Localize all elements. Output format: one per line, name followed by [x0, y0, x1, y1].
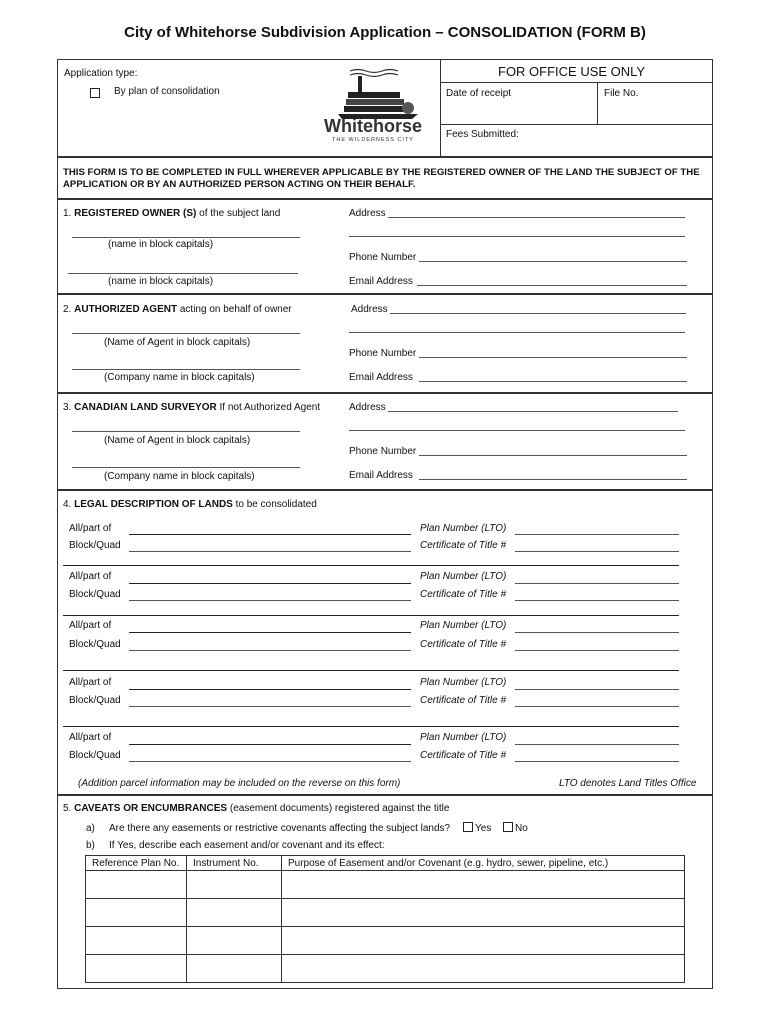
parcel-plan-field[interactable]	[515, 689, 679, 690]
parcel-plan-field[interactable]	[515, 744, 679, 745]
parcel-certificate-field[interactable]	[515, 706, 679, 707]
parcel-certificate-field[interactable]	[515, 600, 679, 601]
yes-checkbox[interactable]	[463, 822, 473, 832]
parcel-plan-label: Plan Number (LTO)	[420, 523, 507, 534]
table-cell[interactable]	[86, 927, 187, 955]
table-cell[interactable]	[86, 955, 187, 983]
no-label: No	[515, 823, 528, 834]
table-row	[86, 955, 685, 983]
surveyor-name-field[interactable]	[72, 431, 300, 432]
section-divider	[57, 198, 713, 200]
agent-name-field[interactable]	[72, 333, 300, 334]
column-header-instrument: Instrument No.	[187, 856, 282, 871]
parcel-allpart-label: All/part of	[69, 677, 112, 688]
owner-name-field-1[interactable]	[72, 237, 300, 238]
surveyor-company-field[interactable]	[72, 467, 300, 468]
page-title: City of Whitehorse Subdivision Application – CONSOLIDATION (FORM B)	[124, 24, 646, 41]
owner-email-label: Email Address	[349, 276, 413, 287]
table-cell[interactable]	[187, 899, 282, 927]
office-divider	[440, 124, 713, 125]
section-3-heading: 3. CANADIAN LAND SURVEYOR If not Authorized Agent	[63, 402, 321, 413]
agent-email-field[interactable]	[419, 381, 687, 382]
yes-label: Yes	[475, 823, 492, 834]
question-b-letter: b)	[86, 840, 95, 851]
table-cell[interactable]	[282, 927, 685, 955]
owner-phone-label: Phone Number	[349, 252, 417, 263]
parcel-certificate-label: Certificate of Title #	[420, 589, 507, 600]
parcel-separator	[63, 565, 679, 566]
parcel-plan-label: Plan Number (LTO)	[420, 620, 507, 631]
parcel-allpart-field[interactable]	[129, 632, 411, 633]
table-cell[interactable]	[282, 955, 685, 983]
parcel-plan-label: Plan Number (LTO)	[420, 732, 507, 743]
parcel-blockquad-label: Block/Quad	[69, 695, 121, 706]
parcel-allpart-label: All/part of	[69, 732, 112, 743]
no-checkbox[interactable]	[503, 822, 513, 832]
agent-address-field-2[interactable]	[349, 332, 685, 333]
surveyor-phone-field[interactable]	[419, 455, 687, 456]
parcel-certificate-field[interactable]	[515, 650, 679, 651]
section-1-heading: 1. REGISTERED OWNER (S) of the subject land	[63, 208, 281, 219]
question-b-text: If Yes, describe each easement and/or covenant and its effect:	[109, 840, 385, 851]
section-5-heading: 5. CAVEATS OR ENCUMBRANCES (easement documents) registered against the title	[63, 803, 450, 814]
office-divider	[440, 82, 713, 83]
office-box-divider	[440, 60, 441, 156]
parcel-allpart-label: All/part of	[69, 523, 112, 534]
parcel-blockquad-field[interactable]	[129, 551, 411, 552]
parcel-plan-label: Plan Number (LTO)	[420, 677, 507, 688]
owner-phone-field[interactable]	[419, 261, 687, 262]
parcel-blockquad-label: Block/Quad	[69, 639, 121, 650]
table-row	[86, 899, 685, 927]
table-cell[interactable]	[187, 955, 282, 983]
parcel-plan-field[interactable]	[515, 632, 679, 633]
parcel-allpart-field[interactable]	[129, 534, 411, 535]
section-divider	[57, 794, 713, 796]
agent-phone-label: Phone Number	[349, 348, 417, 359]
question-a-letter: a)	[86, 823, 95, 834]
lto-footnote: LTO denotes Land Titles Office	[559, 778, 697, 789]
parcel-blockquad-field[interactable]	[129, 761, 411, 762]
parcel-separator	[63, 615, 679, 616]
parcel-certificate-field[interactable]	[515, 761, 679, 762]
surveyor-company-caption: (Company name in block capitals)	[104, 471, 255, 482]
agent-phone-field[interactable]	[419, 357, 687, 358]
parcel-plan-field[interactable]	[515, 583, 679, 584]
parcel-blockquad-field[interactable]	[129, 706, 411, 707]
parcel-footnote: (Addition parcel information may be included on the reverse on this form)	[78, 778, 401, 789]
owner-name-caption: (name in block capitals)	[108, 276, 214, 287]
notice-text: THIS FORM IS TO BE COMPLETED IN FULL WHEREVER APPLICABLE BY THE REGISTERED OWNER OF THE LAND THE SUBJECT OF THE APPLICATION OR BY AN AUTHORIZED PERSON ACTING ON THEIR BEHALF.	[63, 167, 700, 190]
column-header-purpose: Purpose of Easement and/or Covenant (e.g. hydro, sewer, pipeline, etc.)	[282, 856, 685, 871]
owner-address-field-2[interactable]	[349, 236, 685, 237]
parcel-blockquad-field[interactable]	[129, 650, 411, 651]
question-a-text: Are there any easements or restrictive covenants affecting the subject lands?	[109, 823, 451, 834]
logo-tagline: THE WILDERNESS CITY	[332, 137, 414, 143]
agent-email-label: Email Address	[349, 372, 413, 383]
parcel-blockquad-field[interactable]	[129, 600, 411, 601]
owner-address-field[interactable]	[388, 217, 685, 218]
table-cell[interactable]	[282, 899, 685, 927]
agent-address-label: Address	[351, 304, 388, 315]
table-cell[interactable]	[86, 899, 187, 927]
parcel-certificate-label: Certificate of Title #	[420, 750, 507, 761]
easement-table-header	[86, 856, 685, 871]
section-divider	[57, 489, 713, 491]
parcel-allpart-field[interactable]	[129, 583, 411, 584]
parcel-allpart-label: All/part of	[69, 620, 112, 631]
table-row	[86, 871, 685, 899]
parcel-blockquad-label: Block/Quad	[69, 750, 121, 761]
fees-submitted-label: Fees Submitted:	[446, 129, 519, 140]
parcel-allpart-field[interactable]	[129, 744, 411, 745]
agent-address-field[interactable]	[390, 313, 686, 314]
agent-company-field[interactable]	[72, 369, 300, 370]
parcel-plan-label: Plan Number (LTO)	[420, 571, 507, 582]
column-header-reference-plan: Reference Plan No.	[86, 856, 187, 871]
date-of-receipt-label: Date of receipt	[446, 88, 512, 99]
agent-company-caption: (Company name in block capitals)	[104, 372, 255, 383]
section-divider	[57, 392, 713, 394]
surveyor-phone-label: Phone Number	[349, 446, 417, 457]
file-no-label: File No.	[604, 88, 639, 99]
table-cell[interactable]	[187, 927, 282, 955]
owner-name-caption: (name in block capitals)	[108, 239, 214, 250]
parcel-allpart-label: All/part of	[69, 571, 112, 582]
surveyor-name-caption: (Name of Agent in block capitals)	[104, 435, 251, 446]
table-row	[86, 927, 685, 955]
table-cell[interactable]	[187, 871, 282, 899]
parcel-certificate-label: Certificate of Title #	[420, 639, 507, 650]
owner-email-field[interactable]	[417, 285, 687, 286]
owner-name-field-2[interactable]	[68, 273, 298, 274]
section-2-heading: 2. AUTHORIZED AGENT acting on behalf of owner	[63, 304, 292, 315]
surveyor-email-field[interactable]	[419, 479, 687, 480]
application-type-label: Application type:	[64, 68, 138, 79]
section-divider	[57, 156, 713, 158]
parcel-plan-field[interactable]	[515, 534, 679, 535]
parcel-certificate-label: Certificate of Title #	[420, 695, 507, 706]
consolidation-checkbox[interactable]	[90, 88, 100, 98]
parcel-certificate-field[interactable]	[515, 551, 679, 552]
section-4-heading: 4. LEGAL DESCRIPTION OF LANDS to be consolidated	[63, 499, 317, 510]
office-use-title: FOR OFFICE USE ONLY	[498, 64, 646, 79]
parcel-separator	[63, 726, 679, 727]
owner-address-label: Address	[349, 208, 386, 219]
parcel-certificate-label: Certificate of Title #	[420, 540, 507, 551]
parcel-separator	[63, 670, 679, 671]
surveyor-address-field[interactable]	[388, 411, 678, 412]
agent-name-caption: (Name of Agent in block capitals)	[104, 337, 251, 348]
parcel-allpart-field[interactable]	[129, 689, 411, 690]
parcel-blockquad-label: Block/Quad	[69, 589, 121, 600]
surveyor-address-label: Address	[349, 402, 386, 413]
office-divider	[597, 82, 598, 124]
consolidation-option-label: By plan of consolidation	[114, 86, 220, 97]
table-cell[interactable]	[282, 871, 685, 899]
surveyor-email-label: Email Address	[349, 470, 413, 481]
easement-table	[85, 855, 685, 983]
surveyor-address-field-2[interactable]	[349, 430, 685, 431]
section-divider	[57, 293, 713, 295]
parcel-blockquad-label: Block/Quad	[69, 540, 121, 551]
logo-wordmark: Whitehorse	[323, 116, 422, 136]
whitehorse-logo	[318, 66, 428, 146]
table-cell[interactable]	[86, 871, 187, 899]
